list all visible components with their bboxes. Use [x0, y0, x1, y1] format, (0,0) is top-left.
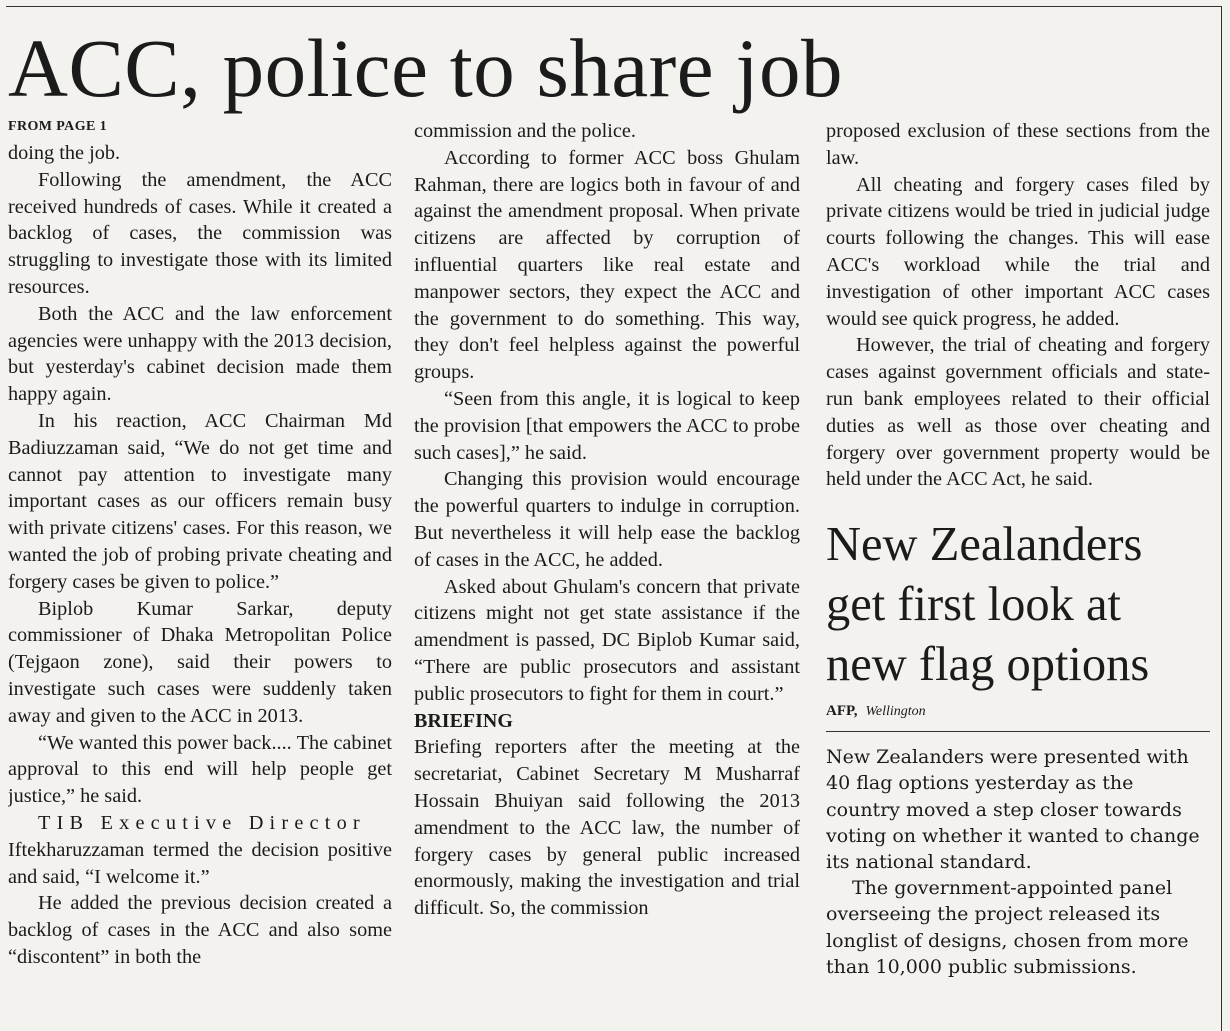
- byline-dateline: Wellington: [865, 704, 926, 720]
- paragraph: commission and the police.: [414, 120, 636, 142]
- paragraph: New Zealanders were presented with 40 flag options yesterday as the country moved a step closer towards voting on whether it wanted to change its national standard.: [826, 746, 1200, 873]
- byline-agency: AFP,: [826, 703, 858, 720]
- subhead-briefing: BRIEFING: [414, 709, 513, 732]
- byline: [826, 701, 1210, 732]
- paragraph: TIB Executive Director: [38, 811, 366, 834]
- jump-kicker: FROM PAGE 1: [8, 119, 108, 134]
- paragraph: The government-appointed panel overseeing the project released its longlist of designs, chosen from more than 10,000 public submissions.: [826, 877, 1189, 978]
- top-rule: [6, 6, 1222, 7]
- paragraph: However, the trial of cheating and forgery cases against government officials and state-run bank employees related to their official duties as well as those over cheating and forgery over government property would be held under the ACC Act, he said.: [826, 334, 1210, 491]
- column-3: [826, 118, 1210, 1031]
- paragraph: Both the ACC and the law enforcement agencies were unhappy with the 2013 decision, but yesterday's cabinet decision made them happy again.: [8, 302, 392, 406]
- main-headline: ACC, police to share job: [8, 22, 843, 114]
- paragraph: He added the previous decision created a backlog of cases in the ACC and also some “discontent” in both the: [8, 892, 392, 968]
- paragraph: Asked about Ghulam's concern that private citizens might not get state assistance if the amendment is passed, DC Biplob Kumar said, “There are public prosecutors and assistant public prosecutors to fight for them in court.”: [414, 575, 800, 705]
- paragraph: “We wanted this power back.... The cabinet approval to this end will help people get justice,” he said.: [8, 731, 392, 808]
- column-2: [414, 118, 800, 1031]
- headline-line: get first look at: [826, 578, 1121, 632]
- paragraph: Changing this provision would encourage the powerful quarters to indulge in corruption. But nevertheless it will help ease the backlog of cases in the ACC, he added.: [414, 468, 800, 571]
- paragraph: Following the amendment, the ACC received hundreds of cases. While it created a backlog of cases, the commission was struggling to investigate those with its limited resources.: [8, 168, 392, 298]
- paragraph: Briefing reporters after the meeting at the secretariat, Cabinet Secretary M Musharraf Hossain Bhuiyan said following the 2013 amendment to the ACC law, the number of forgery cases by general public increased enormously, making the investigation and trial difficult. So, the commission: [414, 736, 800, 920]
- paragraph: proposed exclusion of these sections from the law.: [826, 120, 1210, 169]
- paragraph: All cheating and forgery cases filed by private citizens would be tried in judicial judge courts following the changes. This will ease ACC's workload while the trial and investigation of other important ACC cases would see quick progress, he added.: [826, 173, 1210, 330]
- paragraph: doing the job.: [8, 142, 121, 164]
- headline-line: new flag options: [826, 638, 1150, 692]
- second-story-headline: [826, 515, 1210, 695]
- right-rule: [1221, 6, 1222, 1031]
- paragraph: Iftekharuzzaman termed the decision positive and said, “I welcome it.”: [8, 838, 392, 888]
- paragraph: Biplob Kumar Sarkar, deputy commissioner of Dhaka Metropolitan Police (Tejgaon zone), said their powers to investigate such cases were suddenly taken away and given to the ACC in 2013.: [8, 597, 392, 727]
- headline-line: New Zealanders: [826, 518, 1143, 572]
- second-story-body: [826, 744, 1210, 980]
- paragraph: In his reaction, ACC Chairman Md Badiuzzaman said, “We do not get time and cannot pay attention to investigate many important cases as our officers remain busy with private citizens' cases. For this reason, we wanted the job of probing private cheating and forgery cases be given to police.”: [8, 409, 392, 593]
- column-1: [8, 118, 392, 1031]
- paragraph: “Seen from this angle, it is logical to keep the provision [that empowers the ACC to probe such cases],” he said.: [414, 387, 800, 464]
- paragraph: According to former ACC boss Ghulam Rahman, there are logics both in favour of and against the amendment proposal. When private citizens are affected by corruption of influential quarters like real estate and manpower sectors, they expect the ACC and the government to do something. This way, they don't feel helpless against the powerful groups.: [414, 146, 800, 384]
